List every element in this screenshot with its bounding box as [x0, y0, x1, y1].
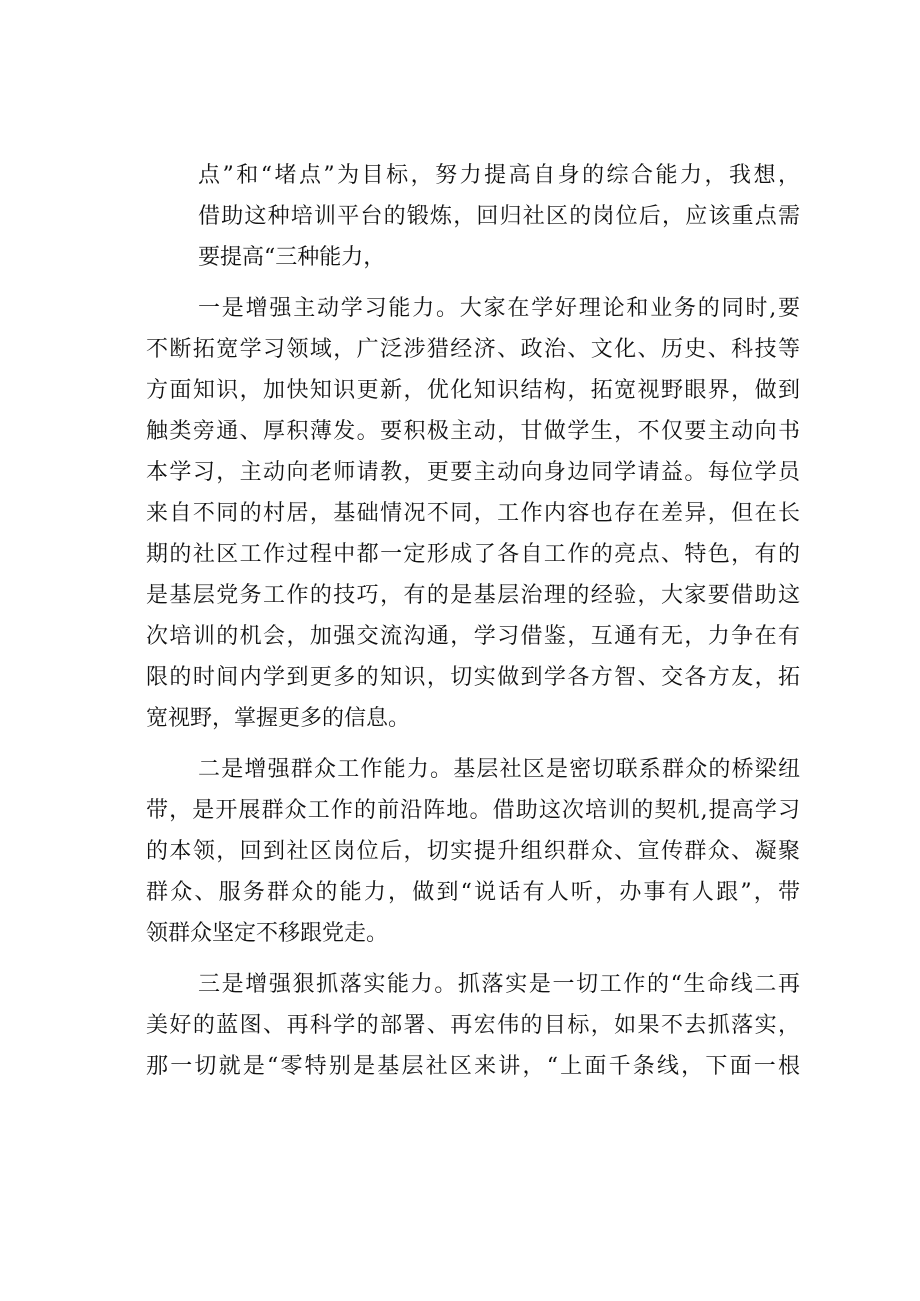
para1-line-11: 宽视野，掌握更多的信息。	[146, 706, 411, 731]
para1-line-4: 触类旁通、厚积薄发。要积极主动，甘做学生，不仅要主动向书	[146, 419, 800, 444]
para2-line-5: 领群众坚定不移跟党走。	[146, 921, 389, 946]
para1-line-2: 不断拓宽学习领域，广泛涉猎经济、政治、文化、历史、科技等	[146, 337, 800, 362]
para1-line-1: 一是增强主动学习能力。大家在学好理论和业务的同时,要	[198, 296, 800, 321]
paragraph-gap	[146, 278, 800, 288]
para1-line-10: 限的时间内学到更多的知识，切实做到学各方智、交各方友，拓	[146, 665, 800, 690]
para1-line-5: 本学习，主动向老师请教，更要主动向身边同学请益。每位学员	[146, 460, 800, 485]
paragraph-gap	[146, 954, 800, 964]
para1-line-7: 期的社区工作过程中都一定形成了各自工作的亮点、特色，有的	[146, 542, 800, 567]
para2-line-2: 带，是开展群众工作的前沿阵地。借助这次培训的契机,提高学习	[146, 798, 800, 823]
para1-line-6: 来自不同的村居，基础情况不同，工作内容也存在差异，但在长	[146, 501, 800, 526]
paragraph-gap	[146, 739, 800, 749]
para3-line-1: 三是增强狠抓落实能力。抓落实是一切工作的“生命线二再	[198, 972, 800, 997]
document-body	[146, 155, 800, 1087]
intro-line-2: 借助这种培训平台的锻炼，回归社区的岗位后，应该重点需	[198, 204, 800, 229]
intro-line-1: 点”和“堵点”为目标，努力提高自身的综合能力，我想，	[198, 163, 800, 188]
para1-line-9: 次培训的机会，加强交流沟通，学习借鉴，互通有无，力争在有	[146, 624, 800, 649]
para1-line-3: 方面知识，加快知识更新，优化知识结构，拓宽视野眼界，做到	[146, 378, 800, 403]
para2-line-4: 群众、服务群众的能力，做到“说话有人听，办事有人跟”，带	[146, 880, 800, 905]
para1-line-8: 是基层党务工作的技巧，有的是基层治理的经验，大家要借助这	[146, 583, 800, 608]
intro-line-3: 要提高“三种能力，	[198, 245, 386, 270]
para2-line-1: 二是增强群众工作能力。基层社区是密切联系群众的桥梁纽	[198, 757, 800, 782]
para2-line-3: 的本领，回到社区岗位后，切实提升组织群众、宣传群众、凝聚	[146, 839, 800, 864]
para3-line-3: 那一切就是“零特别是基层社区来讲，“上面千条线，下面一根	[146, 1054, 800, 1079]
para3-line-2: 美好的蓝图、再科学的部署、再宏伟的目标，如果不去抓落实，	[146, 1013, 800, 1038]
